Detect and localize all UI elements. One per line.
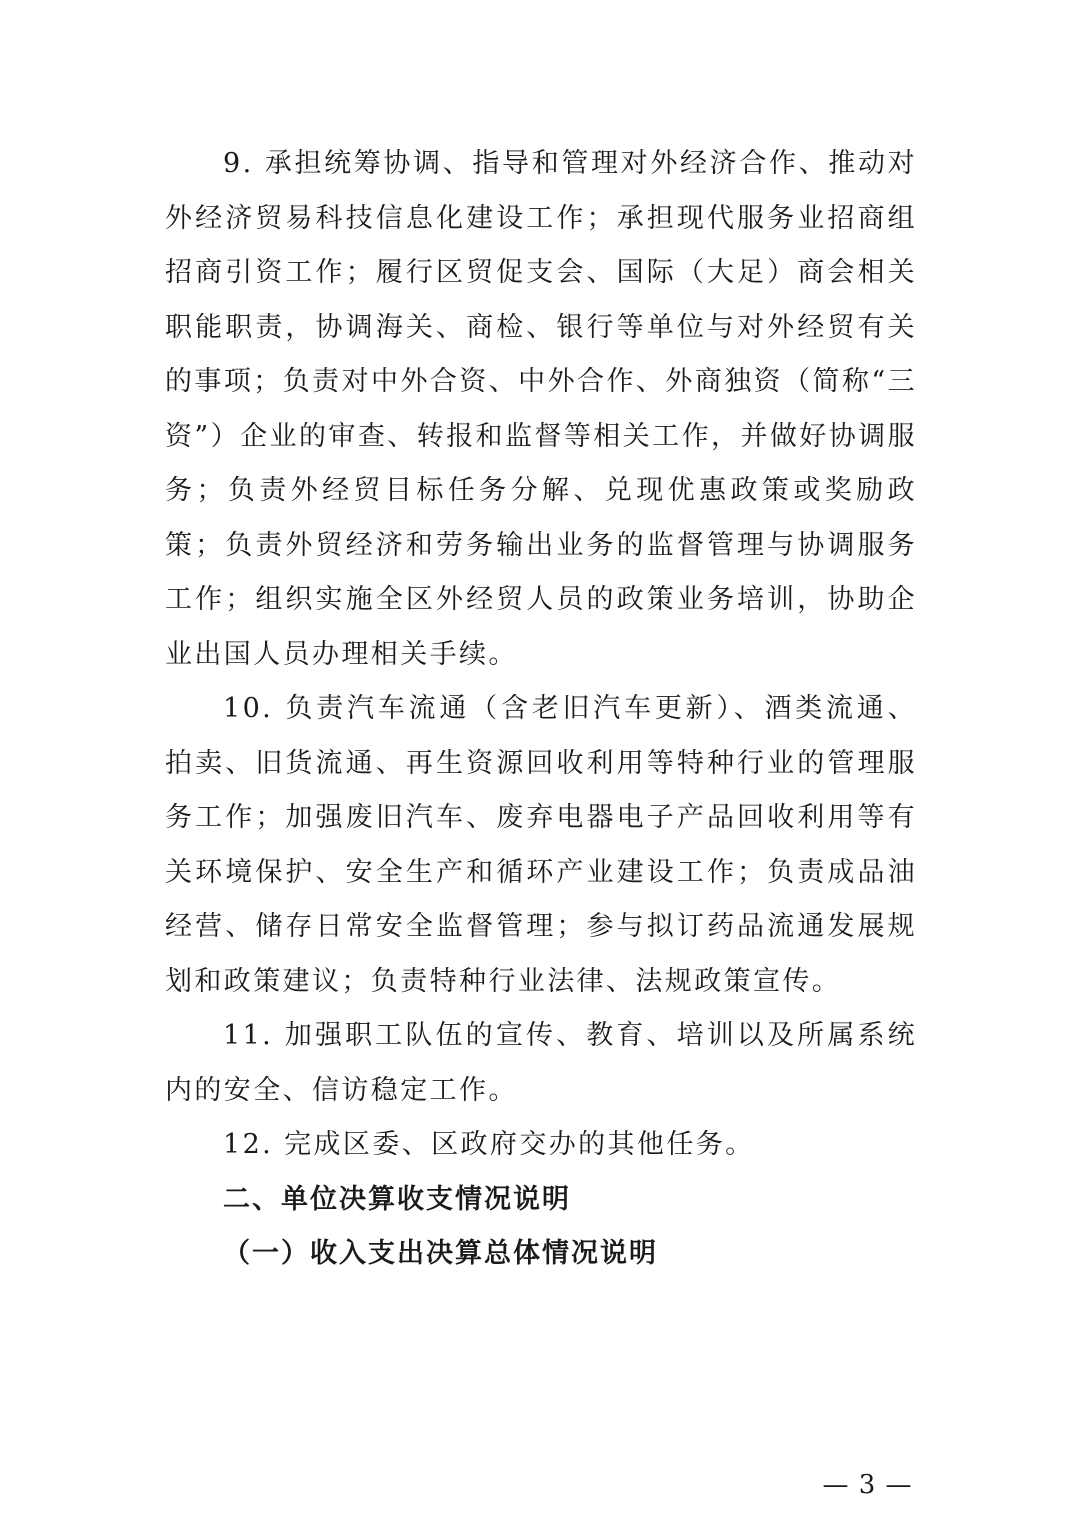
section-subheading: （一）收入支出决算总体情况说明 <box>223 1238 658 1269</box>
document-body <box>165 137 917 1282</box>
paragraph-item-9: 9. 承担统筹协调、指导和管理对外经济合作、推动对外经济贸易科技信息化建设工作；承担现代服务业招商组招商引资工作；履行区贸促支会、国际（大足）商会相关职能职责，协调海关、商检、银行等单位与对外经贸有关的事项；负责对中外合资、中外合作、外商独资（简称“三资”）企业的审查、转报和监督等相关工作，并做好协调服务；负责外经贸目标任务分解、兑现优惠政策或奖励政策；负责外贸经济和劳务输出业务的监督管理与协调服务工作；组织实施全区外经贸人员的政策业务培训，协助企业出国人员办理相关手续。 <box>165 148 917 670</box>
paragraph-item-10: 10. 负责汽车流通（含老旧汽车更新）、酒类流通、拍卖、旧货流通、再生资源回收利用等特种行业的管理服务工作；加强废旧汽车、废弃电器电子产品回收利用等有关环境保护、安全生产和循环产业建设工作；负责成品油经营、储存日常安全监督管理；参与拟订药品流通发展规划和政策建议；负责特种行业法律、法规政策宣传。 <box>165 693 917 997</box>
page-number: — 3 — <box>822 1470 913 1500</box>
paragraph-item-11: 11. 加强职工队伍的宣传、教育、培训以及所属系统内的安全、信访稳定工作。 <box>165 1020 917 1106</box>
paragraph-item-12: 12. 完成区委、区政府交办的其他任务。 <box>223 1129 755 1160</box>
section-heading: 二、单位决算收支情况说明 <box>223 1183 571 1215</box>
